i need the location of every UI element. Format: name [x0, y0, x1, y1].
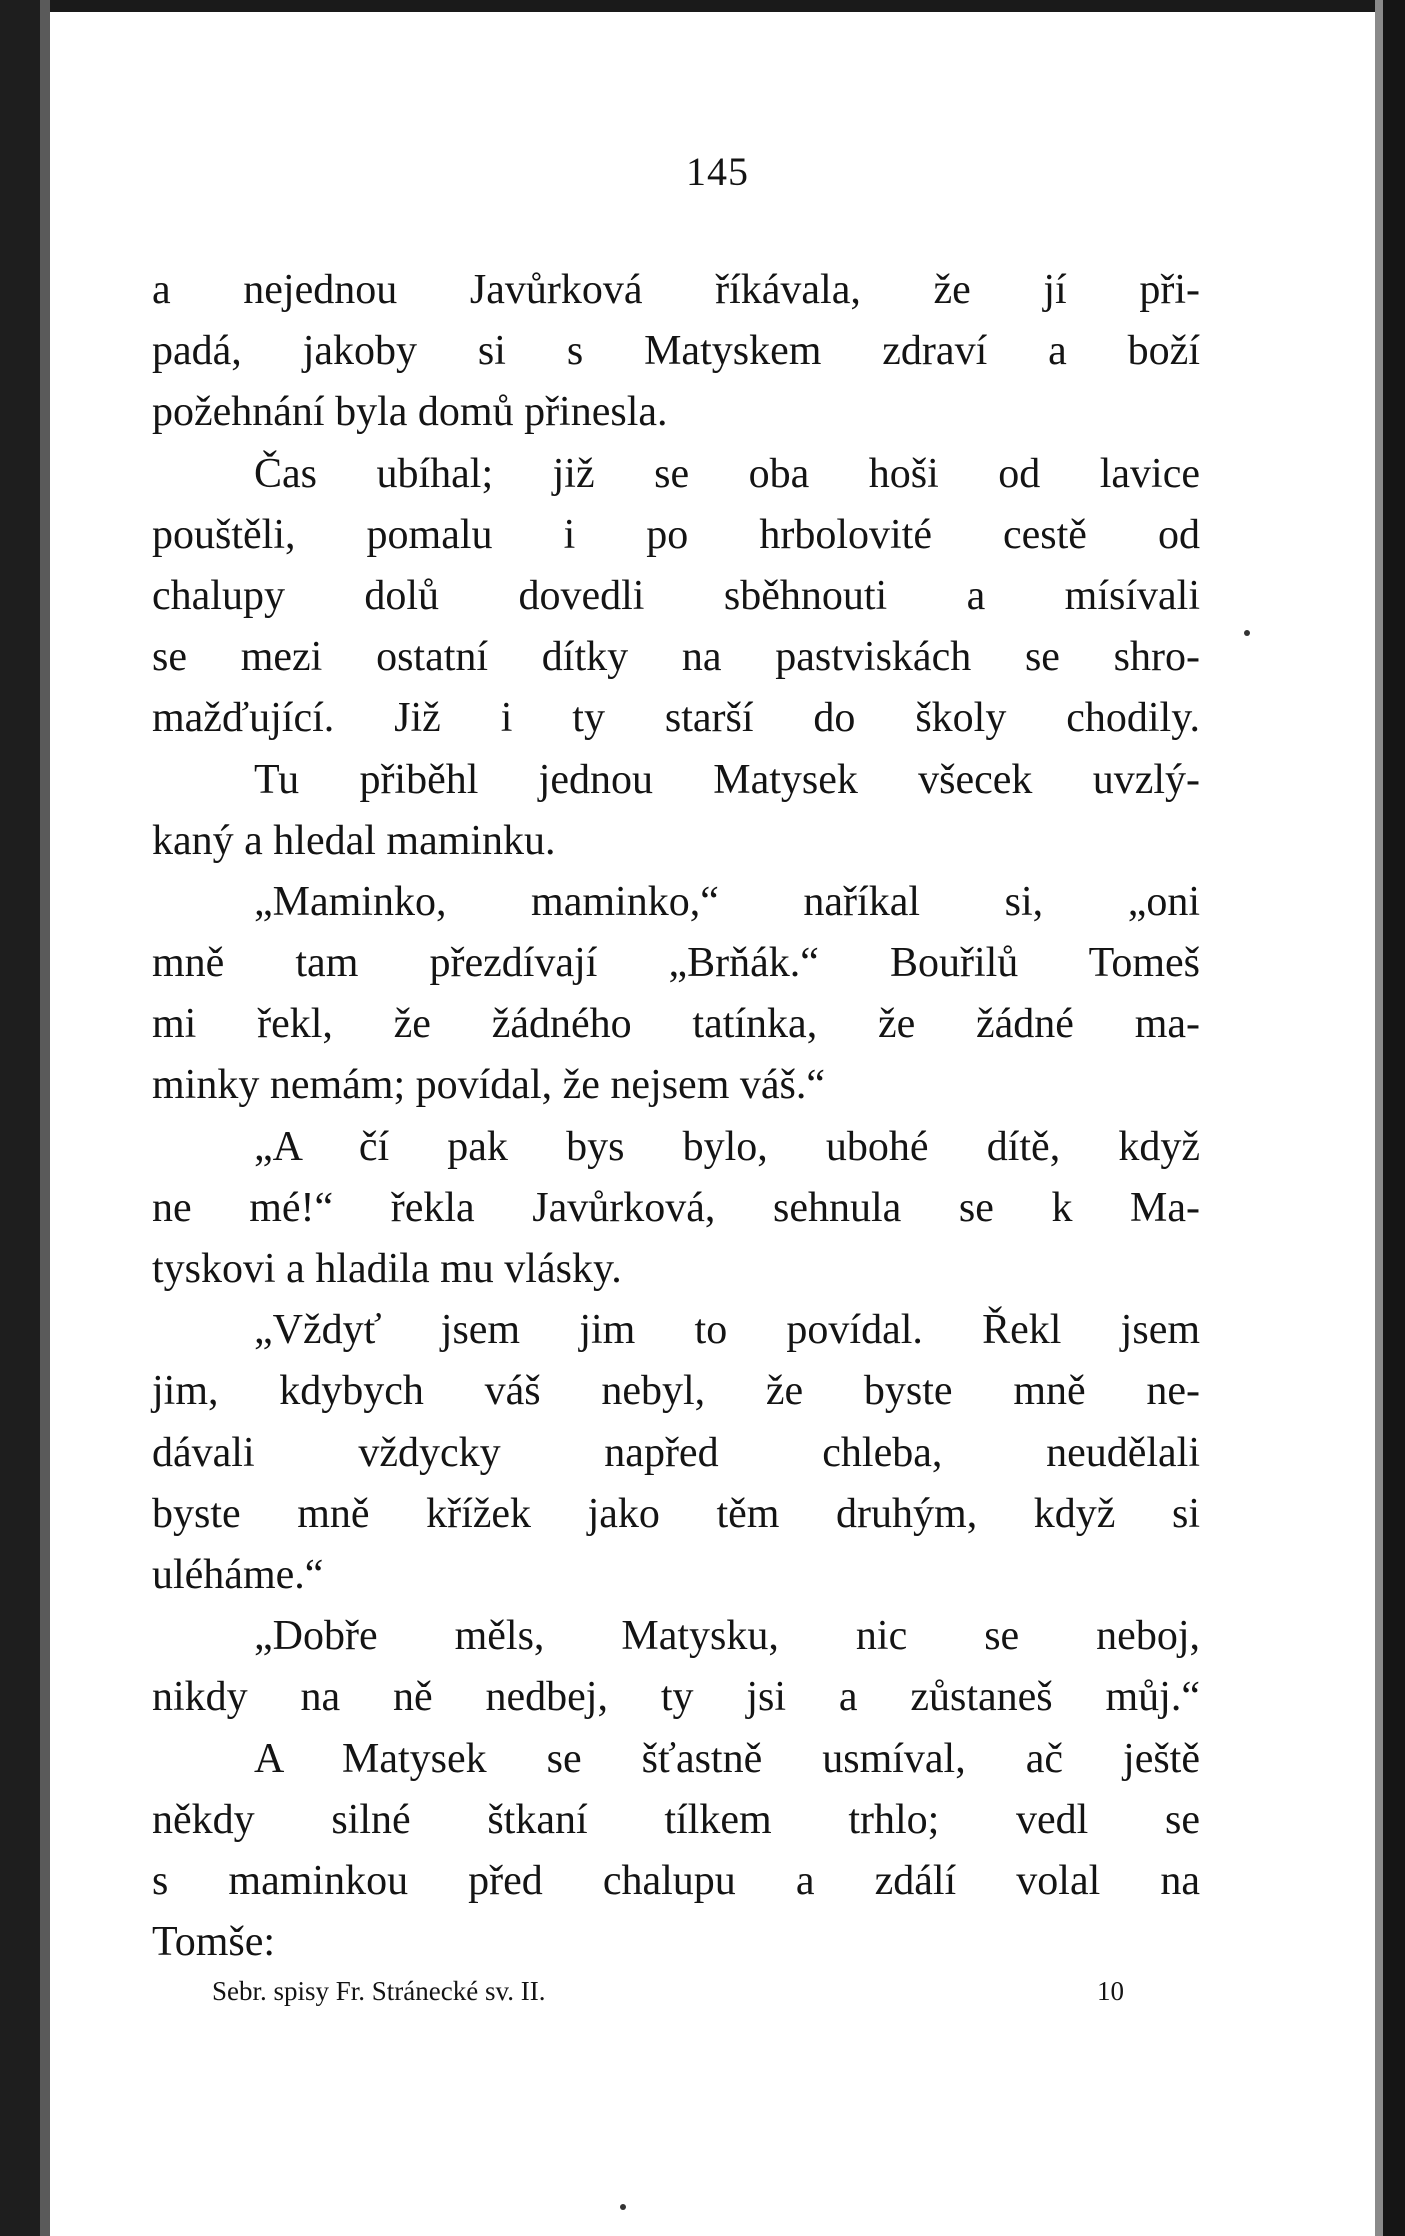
text-line: uléháme.“	[152, 1551, 324, 1598]
text-line: byste mně křížek jako těm druhým, když si	[152, 1490, 1200, 1537]
scan-right-shadow	[1375, 0, 1383, 2236]
text-line: mi řekl, že žádného tatínka, že žádné ma-	[152, 1001, 1200, 1048]
page-footer	[212, 1976, 1124, 2007]
text-line: chalupy dolů dovedli sběhnouti a mísívali	[152, 572, 1200, 619]
text-line: se mezi ostatní dítky na pastviskách se shro-	[152, 634, 1200, 681]
text-line: mažďující. Již i ty starší do školy chodily.	[152, 695, 1200, 742]
text-line: padá, jakoby si s Matyskem zdraví a boží	[152, 328, 1200, 375]
text-line: tyskovi a hladila mu vlásky.	[152, 1246, 622, 1292]
text-line: A Matysek se šťastně usmíval, ač ještě	[254, 1735, 1200, 1782]
text-line: Tomše:	[152, 1919, 276, 1966]
text-line: ne mé!“ řekla Javůrková, sehnula se k Ma-	[152, 1184, 1200, 1231]
text-line: požehnání byla domů přinesla.	[152, 389, 668, 436]
footer-source: Sebr. spisy Fr. Stránecké sv. II.	[212, 1976, 546, 2006]
text-line: „Vždyť jsem jim to povídal. Řekl jsem	[254, 1307, 1200, 1354]
text-line: jim, kdybych váš nebyl, že byste mně ne-	[152, 1368, 1200, 1415]
text-line: nikdy na ně nedbej, ty jsi a zůstaneš můj.“	[152, 1674, 1200, 1721]
footer-signature-mark: 10	[1097, 1976, 1124, 2006]
text-line: a nejednou Javůrková říkávala, že jí při-	[152, 267, 1200, 313]
text-line: „Dobře měls, Matysku, nic se neboj,	[254, 1613, 1200, 1660]
text-line: mně tam přezdívají „Brňák.“ Bouřilů Tomeš	[152, 940, 1200, 987]
text-line: s maminkou před chalupu a zdálí volal na	[152, 1857, 1200, 1904]
text-line: dávali vždycky napřed chleba, neudělali	[152, 1429, 1200, 1476]
scan-left-border	[0, 0, 40, 2236]
text-line: kaný a hledal maminku.	[152, 817, 556, 864]
scan-top-border	[0, 0, 1405, 12]
scan-left-shadow	[40, 0, 50, 2236]
scan-speck	[1244, 630, 1250, 636]
text-line: Tu přiběhl jednou Matysek všecek uvzlý-	[254, 756, 1200, 803]
scan-right-border	[1383, 0, 1405, 2236]
text-line: „Maminko, maminko,“ naříkal si, „oni	[254, 878, 1200, 925]
body-text	[152, 260, 1200, 1973]
text-line: minky nemám; povídal, že nejsem váš.“	[152, 1062, 825, 1109]
text-line: „A čí pak bys bylo, ubohé dítě, když	[254, 1123, 1200, 1170]
text-line: Čas ubíhal; již se oba hoši od lavice	[254, 450, 1200, 497]
page-number: 145	[686, 149, 749, 194]
text-line: někdy silné štkaní tílkem trhlo; vedl se	[152, 1796, 1200, 1843]
text-line: pouštěli, pomalu i po hrbolovité cestě od	[152, 511, 1200, 558]
scan-speck	[620, 2204, 626, 2210]
